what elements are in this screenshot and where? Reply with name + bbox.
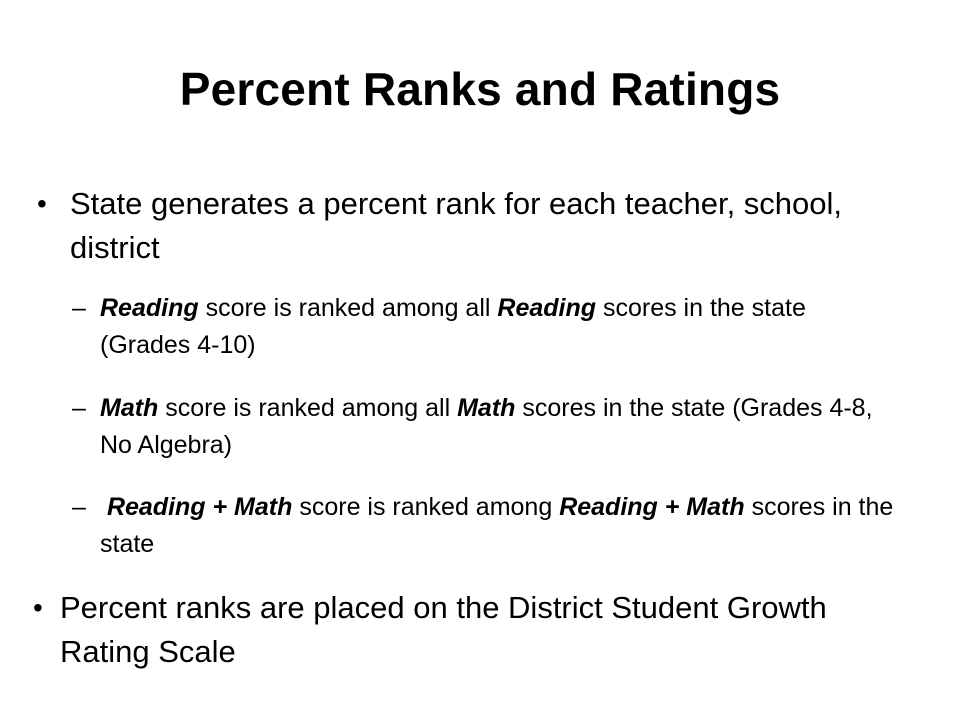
sub-bullet-text: score is ranked among: [292, 493, 560, 521]
slide-title: Percent Ranks and Ratings: [179, 63, 781, 115]
bullet-icon: •: [37, 188, 47, 219]
emphasis-text: Reading: [497, 294, 597, 322]
bullet-item: [37, 182, 920, 270]
emphasis-text: Math: [457, 394, 516, 422]
sub-bullet-text: scores in the state: [100, 493, 894, 558]
sub-bullet-text: scores in the state (Grades 4-10): [100, 294, 806, 359]
bullet-icon: •: [33, 592, 43, 623]
sub-bullet-text: scores in the state (Grades 4-8, No Algebra): [100, 394, 873, 459]
emphasis-text: Reading + Math: [559, 493, 745, 521]
sub-bullet-item: [72, 390, 900, 464]
emphasis-text: Math: [100, 394, 159, 422]
bullet-text: Percent ranks are placed on the District Student Growth Rating Scale: [60, 590, 827, 669]
dash-icon: –: [72, 294, 86, 322]
dash-icon: –: [72, 394, 86, 422]
sub-bullet-text: score is ranked among all: [198, 294, 498, 322]
emphasis-text: Reading + Math: [100, 493, 293, 521]
emphasis-text: Reading: [100, 294, 199, 322]
sub-bullet-item: [72, 489, 900, 563]
bullet-item: [33, 586, 920, 674]
dash-icon: –: [72, 493, 86, 521]
sub-bullet-item: [72, 290, 900, 364]
sub-bullet-text: score is ranked among all: [158, 394, 458, 422]
bullet-text: State generates a percent rank for each teacher, school, district: [70, 186, 843, 265]
